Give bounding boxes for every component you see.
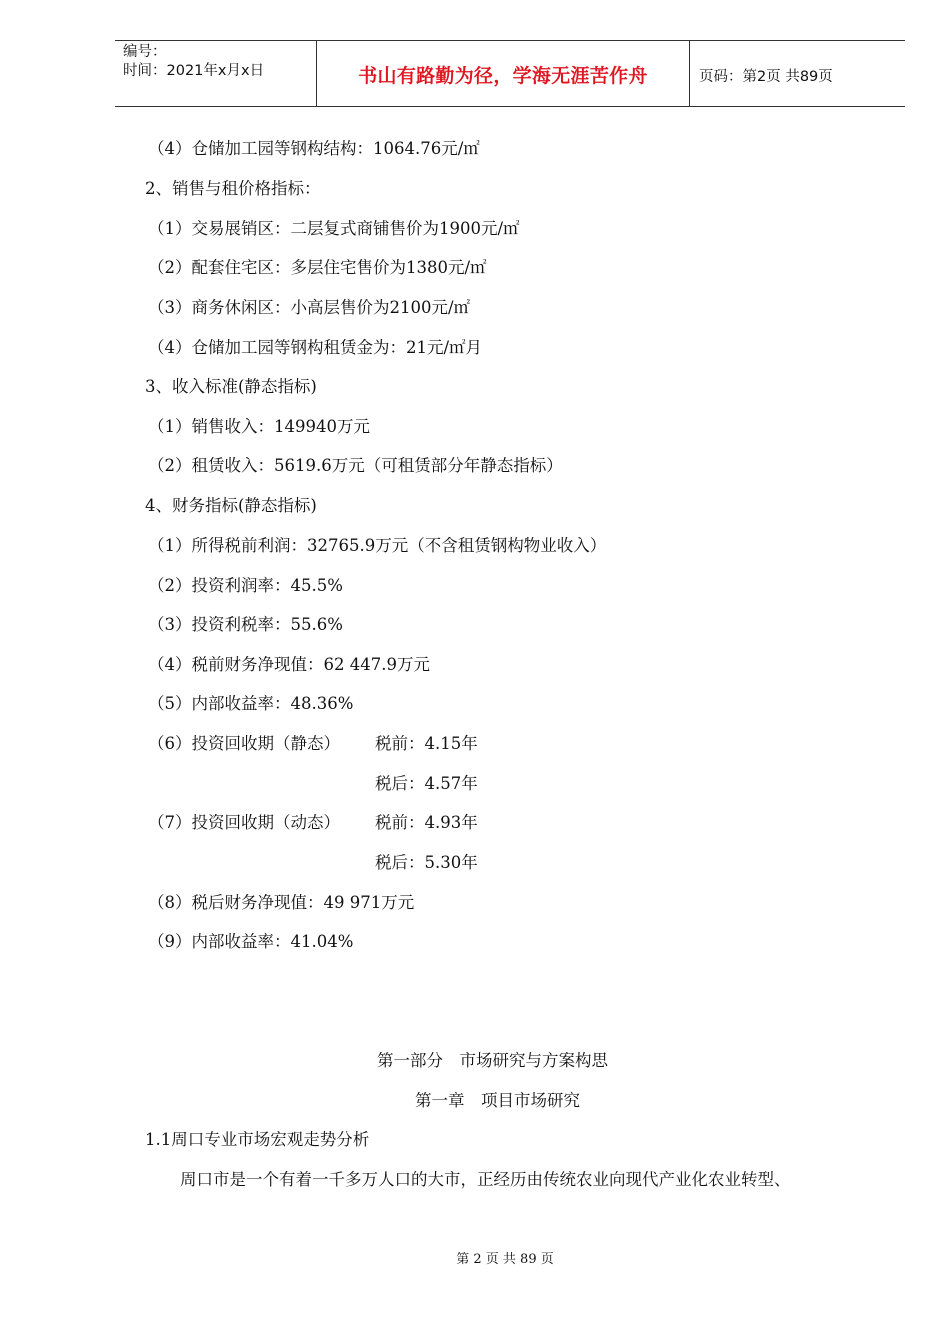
body-line: （1）销售收入：149940万元 — [148, 417, 370, 436]
header-motto: 书山有路勤为径，学海无涯苦作舟 — [358, 65, 648, 87]
subsection-title: 1.1周口专业市场宏观走势分析 — [145, 1130, 370, 1149]
body-line: （3）商务休闲区：小高层售价为2100元/㎡ — [148, 298, 471, 317]
part-title: 第一部分 市场研究与方案构思 — [377, 1051, 608, 1070]
header-time-label: 时间：2021年x月x日 — [123, 63, 265, 79]
body-line-value: 税后：4.57年 — [375, 774, 478, 793]
body-paragraph: 周口市是一个有着一千多万人口的大市，正经历由传统农业向现代产业化农业转型、 — [180, 1170, 791, 1189]
body-line: （4）仓储加工园等钢构租赁金为：21元/㎡月 — [148, 338, 483, 357]
body-line: （9）内部收益率：41.04% — [148, 932, 354, 951]
body-line: （2）配套住宅区：多层住宅售价为1380元/㎡ — [148, 258, 487, 277]
body-line: （4）税前财务净现值：62 447.9万元 — [148, 655, 430, 674]
body-line: （2）租赁收入：5619.6万元（可租赁部分年静态指标） — [148, 456, 563, 475]
page-footer: 第 2 页 共 89 页 — [456, 1252, 554, 1267]
chapter-title: 第一章 项目市场研究 — [415, 1091, 580, 1110]
body-line: （4）仓储加工园等钢构结构：1064.76元/㎡ — [148, 139, 480, 158]
body-line: （2）投资利润率：45.5% — [148, 576, 343, 595]
body-line: （7）投资回收期（动态） — [148, 813, 340, 832]
body-line-value: 税前：4.15年 — [375, 734, 478, 753]
section-heading: 3、收入标准(静态指标) — [145, 377, 317, 396]
section-heading: 2、销售与租价格指标： — [145, 179, 321, 198]
body-line-value: 税前：4.93年 — [375, 813, 478, 832]
body-line: （8）税后财务净现值：49 971万元 — [148, 893, 415, 912]
body-line: （1）所得税前利润：32765.9万元（不含租赁钢构物业收入） — [148, 536, 607, 555]
section-heading: 4、财务指标(静态指标) — [145, 496, 317, 515]
body-line: （1）交易展销区：二层复式商铺售价为1900元/㎡ — [148, 219, 520, 238]
body-line-value: 税后：5.30年 — [375, 853, 478, 872]
body-line: （3）投资利税率：55.6% — [148, 615, 343, 634]
body-line: （6）投资回收期（静态） — [148, 734, 340, 753]
header-number-label: 编号： — [123, 44, 167, 60]
body-line: （5）内部收益率：48.36% — [148, 694, 354, 713]
header-page-info: 页码：第2页 共89页 — [699, 69, 833, 85]
